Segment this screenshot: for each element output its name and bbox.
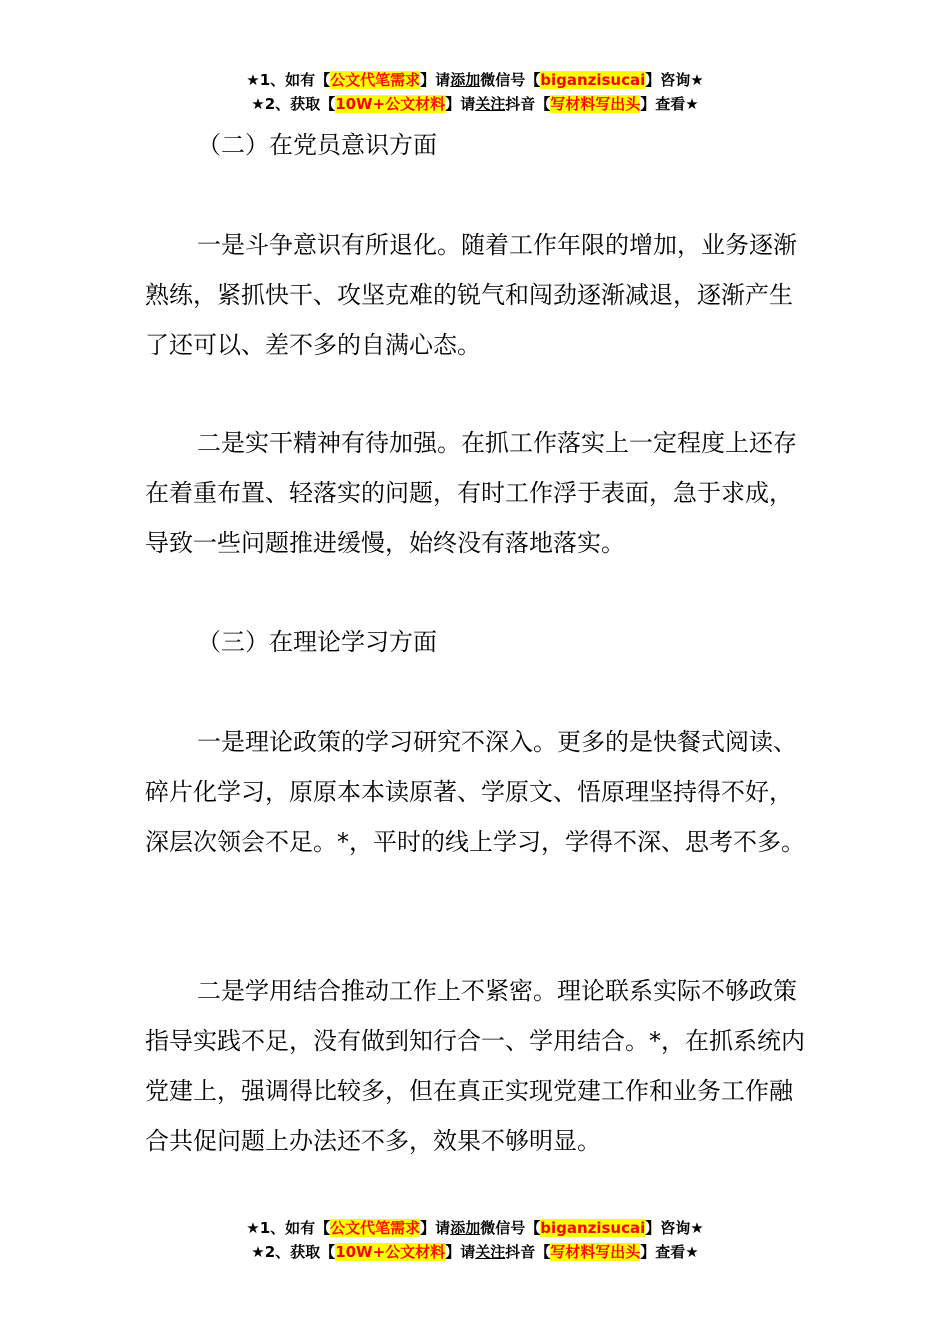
banner-text: 】请 xyxy=(420,1219,451,1237)
paragraph-1 xyxy=(145,220,815,370)
banner-line-2 xyxy=(0,1240,950,1264)
paragraph-3 xyxy=(145,717,815,867)
paragraph-text: 一是理论政策的学习研究不深入。更多的是快餐式阅读、碎片化学习，原原本本读原著、学原文、悟原理坚持得不好，深层次领会不足。*，平时的线上学习，学得不深、思考不多。 xyxy=(145,728,805,856)
highlight-text: 公文代笔需求 xyxy=(330,71,421,89)
highlight-text: 10W+公文材料 xyxy=(335,95,446,113)
paragraph-4 xyxy=(145,966,815,1166)
banner-text: ★2、获取【 xyxy=(251,95,336,113)
banner-text: 】查看★ xyxy=(640,95,699,113)
paragraph-text: 二是学用结合推动工作上不紧密。理论联系实际不够政策指导实践不足，没有做到知行合一、学用结合。*，在抓系统内党建上，强调得比较多，但在真正实现党建工作和业务工作融合共促问题上办法还不多，效果不够明显。 xyxy=(145,977,805,1155)
douyin-account: 写材料写出头 xyxy=(550,95,641,113)
underlined-text: 添加 xyxy=(450,1219,481,1237)
bottom-banner xyxy=(0,1216,950,1264)
highlight-text: 公文代笔需求 xyxy=(330,1219,421,1237)
section-heading-3: （三）在理论学习方面 xyxy=(197,628,437,656)
banner-text: 】请 xyxy=(445,1243,476,1261)
banner-line-1 xyxy=(0,68,950,92)
banner-text: 抖音【 xyxy=(505,1243,551,1261)
paragraph-text: 一是斗争意识有所退化。随着工作年限的增加，业务逐渐熟练，紧抓快干、攻坚克难的锐气和闯劲逐渐减退，逐渐产生了还可以、差不多的自满心态。 xyxy=(145,231,797,359)
underlined-text: 关注 xyxy=(475,95,506,113)
banner-text: ★1、如有【 xyxy=(246,71,331,89)
banner-text: ★1、如有【 xyxy=(246,1219,331,1237)
banner-text: 】查看★ xyxy=(640,1243,699,1261)
section-heading-2: （二）在党员意识方面 xyxy=(197,131,437,159)
paragraph-2 xyxy=(145,418,815,568)
banner-line-1 xyxy=(0,1216,950,1240)
banner-text: 】咨询★ xyxy=(645,1219,704,1237)
douyin-account: 写材料写出头 xyxy=(550,1243,641,1261)
banner-text: 微信号【 xyxy=(480,1219,541,1237)
underlined-text: 添加 xyxy=(450,71,481,89)
highlight-text: 10W+公文材料 xyxy=(335,1243,446,1261)
banner-text: 微信号【 xyxy=(480,71,541,89)
top-banner xyxy=(0,68,950,116)
banner-text: 】请 xyxy=(420,71,451,89)
wechat-id: biganzisucai xyxy=(540,1219,646,1237)
banner-line-2 xyxy=(0,92,950,116)
banner-text: 抖音【 xyxy=(505,95,551,113)
banner-text: 】咨询★ xyxy=(645,71,704,89)
wechat-id: biganzisucai xyxy=(540,71,646,89)
banner-text: 】请 xyxy=(445,95,476,113)
banner-text: ★2、获取【 xyxy=(251,1243,336,1261)
underlined-text: 关注 xyxy=(475,1243,506,1261)
paragraph-text: 二是实干精神有待加强。在抓工作落实上一定程度上还存在着重布置、轻落实的问题，有时工作浮于表面，急于求成，导致一些问题推进缓慢，始终没有落地落实。 xyxy=(145,429,797,557)
